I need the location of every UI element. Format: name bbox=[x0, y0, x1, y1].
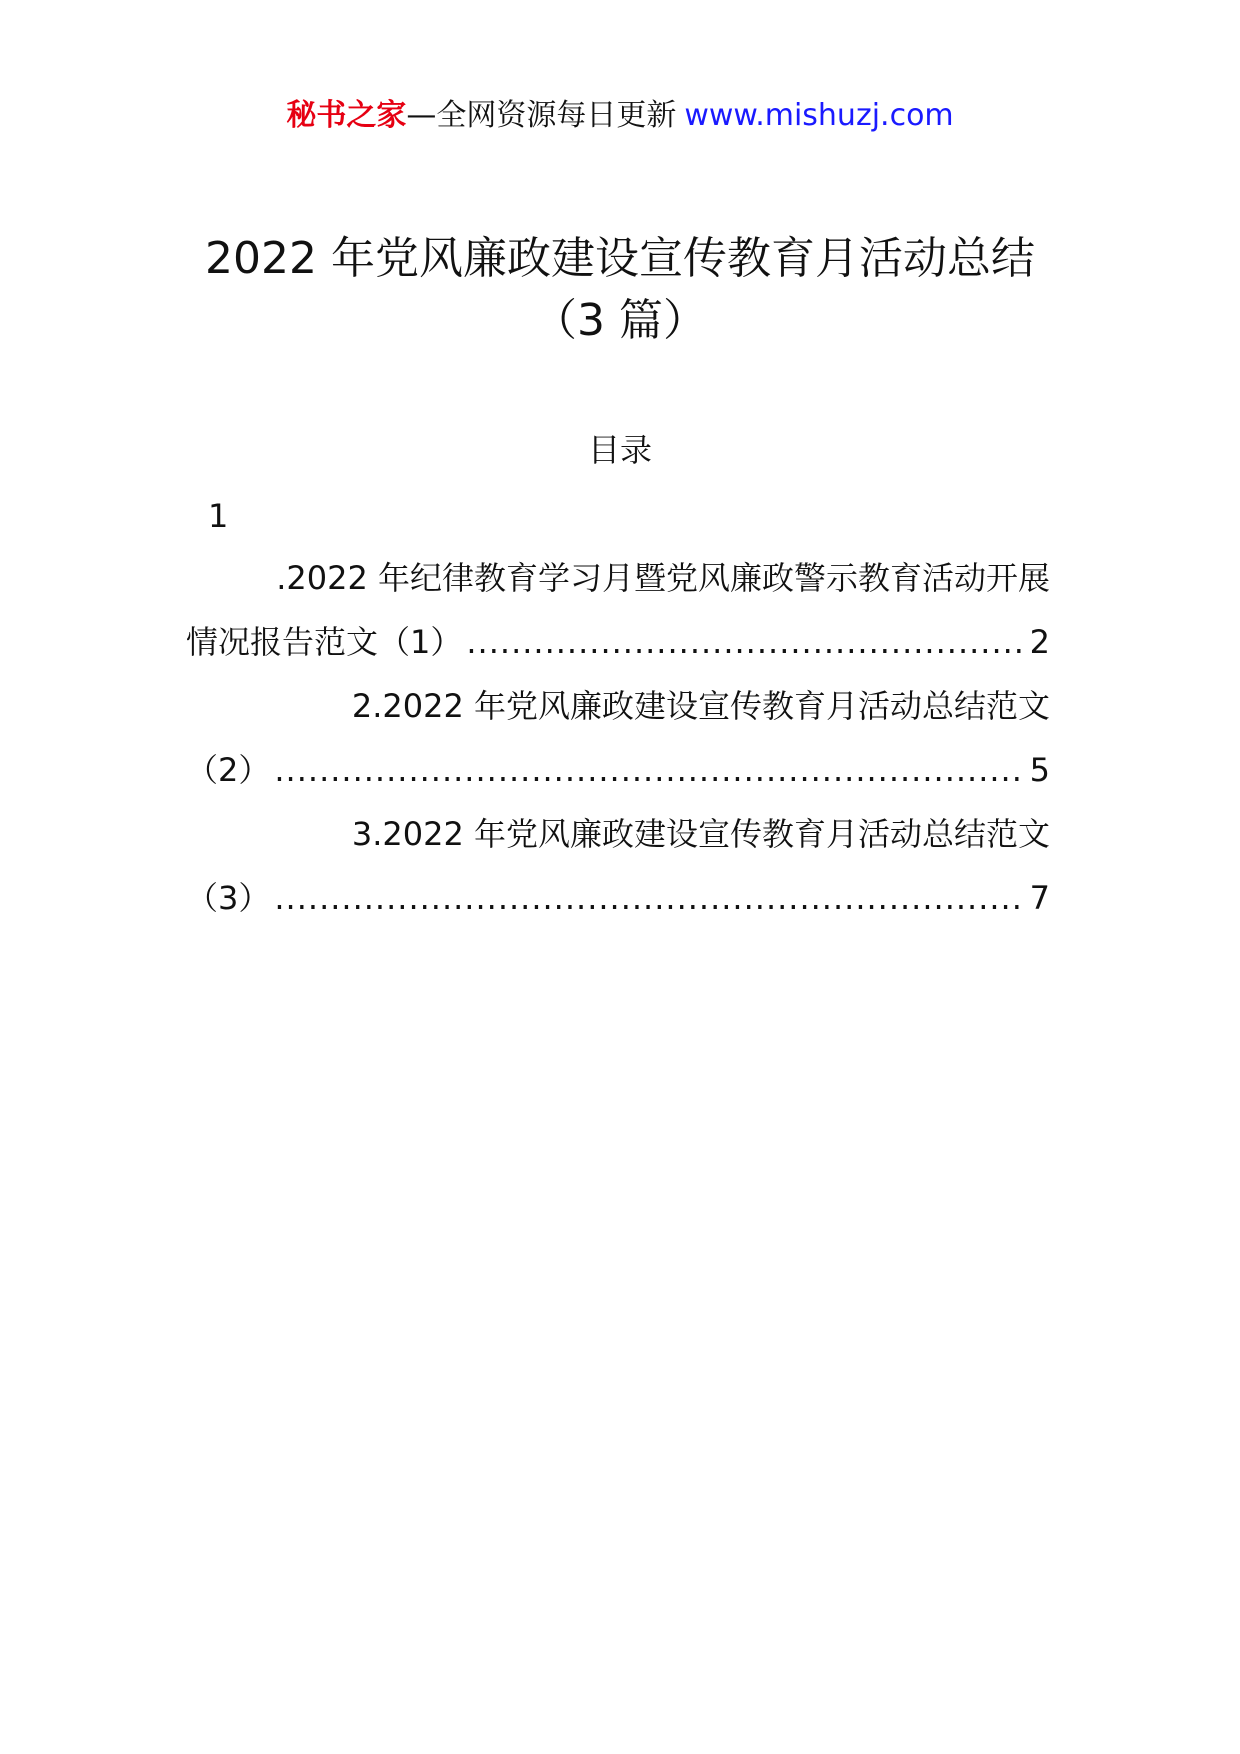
document-title-line-1: 2022 年党风廉政建设宣传教育月活动总结 bbox=[205, 233, 1035, 284]
toc-entry-1-leader bbox=[466, 618, 1025, 666]
brand-name: 秘书之家 bbox=[286, 98, 407, 133]
toc-entry-2-label: （2） bbox=[186, 751, 271, 789]
site-header bbox=[0, 96, 1240, 136]
toc-entry-2-page: 5 bbox=[1029, 751, 1050, 789]
toc-prefix-number: 1 bbox=[208, 497, 229, 535]
toc-entry-1-line-1[interactable]: .2022 年纪律教育学习月暨党风廉政警示教育活动开展 bbox=[276, 559, 1050, 597]
toc-entry-2-line-1[interactable]: 2.2022 年党风廉政建设宣传教育月活动总结范文 bbox=[351, 687, 1050, 725]
toc-entry-2-line-2[interactable] bbox=[186, 746, 1050, 794]
toc-entry-3-leader bbox=[274, 874, 1025, 922]
toc-entry-1-line-2[interactable] bbox=[186, 618, 1050, 666]
toc-heading: 目录 bbox=[587, 431, 652, 469]
toc-entry-1-page: 2 bbox=[1029, 623, 1050, 661]
toc-entry-1-label: 情况报告范文（1） bbox=[186, 623, 463, 661]
site-url-link[interactable]: www.mishuzj.com bbox=[684, 98, 954, 133]
header-tagline: —全网资源每日更新 bbox=[406, 98, 677, 133]
toc-entry-3-label: （3） bbox=[186, 879, 271, 917]
toc-entry-2-leader bbox=[274, 746, 1025, 794]
toc-entry-3-line-1[interactable]: 3.2022 年党风廉政建设宣传教育月活动总结范文 bbox=[351, 815, 1050, 853]
toc-entry-3-line-2[interactable] bbox=[186, 874, 1050, 922]
toc-entry-3-page: 7 bbox=[1029, 879, 1050, 917]
document-title-line-2: （3 篇） bbox=[533, 295, 707, 346]
